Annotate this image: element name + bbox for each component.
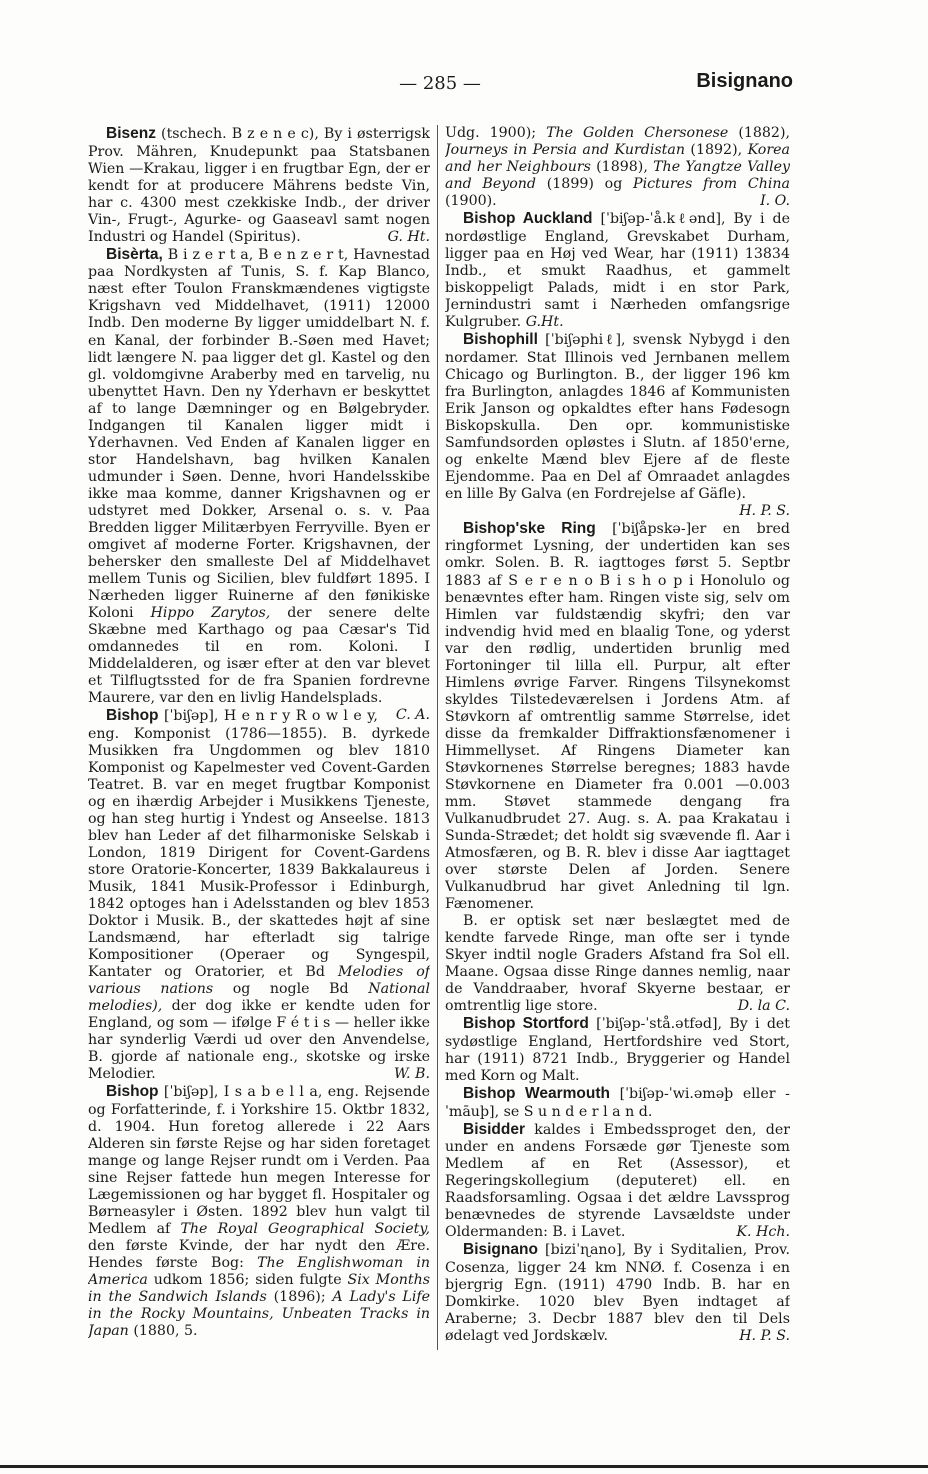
entry-bishop-henry: Bishop [ˈbiʃəp], H e n r y R o w l e y, eng. Komponist (1786—1855). B. dyrkede Musikken fra Ungdommen og blev 1810 Komponist og Kapelmester ved Covent-Garden Teatret. B. var en meget frugtbar Komponist og en ihærdig Arbejder i Musikkens Tjeneste, og han steg hurtig i Yndest og Anseelse. 1813 blev han Leder af det filharmoniske Selskab i London, 1819 Dirigent for Covent-Gardens store Oratorie-Koncerter, 1839 Bakkalaureus i Musik, 1841 Musik-Professor i Edinburgh, 1842 optoges han i Adelsstanden og blev 1853 Doktor i Musik. B., der skattedes højt af sine Landsmænd, har efterladt sig talrige Kompositioner (Operaer og Syngespil, Kantater og Oratorier, et Bd Melodies of various nations og nogle Bd National melodies), der dog ikke er kendte uden for England, og som — ifølge F é t i s — heller ikke har synderlig Værdi ud over den Anvendelse, B. gjorde af nationale eng., skotske og irske Melodier. W. B. bbox=[88, 707, 430, 1083]
author-signature: D. la C. bbox=[737, 998, 790, 1015]
headword: Bishop Stortford bbox=[463, 1015, 589, 1033]
entry-bisenz: Bisenz (tschech. B z e n e c), By i østerrigsk Prov. Mähren, Knudepunkt paa Statsbanen Wien —Krakau, ligger i en frugtbar Egn, der er kendt for at producere Mährens bedste Vin, har c. 4300 mest czekkiske Indb., der driver Vin-, Frugt-, Agurke- og Gaaseavl samt nogen Industri og Handel (Spiritus). G. Ht. bbox=[88, 125, 430, 245]
headword: Bishophill bbox=[463, 330, 538, 348]
page-number: — 285 — bbox=[399, 73, 481, 94]
headword: Bisèrta, bbox=[106, 245, 163, 263]
column-divider bbox=[437, 125, 438, 1350]
page-bottom-edge bbox=[0, 1465, 928, 1468]
headword: Bishop Auckland bbox=[463, 210, 593, 228]
author-signature: G. Ht. bbox=[387, 228, 430, 245]
author-signature: H. P. S. bbox=[739, 502, 790, 519]
headword: Bisidder bbox=[463, 1120, 526, 1138]
author-signature: I. O. bbox=[760, 193, 790, 210]
entry-bishop-isabella-continued: Udg. 1900); The Golden Chersonese (1882), Journeys in Persia and Kurdistan (1892), Korea and her Neighbours (1898), The Yangtze Valley and Beyond (1899) og Pictures from China (1900). I. O. bbox=[445, 125, 790, 210]
author-signature: G.Ht. bbox=[525, 313, 564, 330]
entry-bishophill: Bishophill [ˈbiʃəphiℓ], svensk Nybygd i den nordamer. Stat Illinois ved Jernbanen mellem Chicago og Burlington. B., der ligger 196 km fra Burlington, anlagdes 1846 af Kommunisten Erik Janson og opkaldtes efter hans Fødesogn Biskopskulla. Den opr. kommunistiske Samfundsorden opløstes i Slutn. af 1850'erne, og enkelte Mænd blev Ejere af de fleste Ejendomme. Paa en Del af Omraadet anlagdes en lille By Galva (en Fordrejelse af Gäfle). bbox=[445, 330, 790, 502]
entry-bisignano: Bisignano [biziˈɳano], By i Syditalien, Prov. Cosenza, ligger 24 km NNØ. f. Cosenza i en bjergrig Egn. (1911) 4790 Indb. B. har en Domkirke. 1020 blev Byen indtaget af Araberne; 3. Decbr 1887 blev den til Dels ødelagt ved Jordskælv. H. P. S. bbox=[445, 1241, 790, 1345]
headword: Bisignano bbox=[463, 1241, 538, 1259]
entry-bishop-stortford: Bishop Stortford [ˈbiʃəp-ˈstå.ətfəd], By i det sydøstlige England, Hertfordshire ved Stort, har (1911) 8721 Indb., Bryggerier og Handel med Korn og Malt. bbox=[445, 1015, 790, 1084]
author-signature: K. Hch. bbox=[736, 1224, 790, 1241]
running-head: Bisignano bbox=[696, 70, 793, 92]
entry-bishop-isabella: Bishop [ˈbiʃəp], I s a b e l l a, eng. Rejsende og Forfatterinde, f. i Yorkshire 15. Oktbr 1832, d. 1904. Hun foretog allerede i 22 Aars Alderen sin første Rejse og har siden foretaget mange og lange Rejser rundt om i Verden. Paa sine Rejser fattede hun megen Interesse for Lægemissionen og har bygget fl. Hospitaler og Børneasyler i Østen. 1892 blev hun valgt til Medlem af The Royal Geographical Society, den første Kvinde, der har nydt den Ære. Hendes første Bog: The Englishwoman in America udkom 1856; siden fulgte Six Months in the Sandwich Islands (1896); A Lady's Life in the Rocky Mountains, Unbeaten Tracks in Japan (1880, 5. bbox=[88, 1083, 430, 1340]
entry-biserta: Bisèrta, B i z e r t a, B e n z e r t, Havnestad paa Nordkysten af Tunis, S. f. Kap Blanco, næst efter Toulon Franskmændenes vigtigste Krigshavn ved Middelhavet, (1911) 12000 Indb. Den moderne By ligger umiddelbart N. f. en Kanal, der forbinder B.-Søen med Havet; lidt længere N. paa ligger det gl. Kastel og den gl. voldomgivne Araberby med en tarvelig, nu ubenyttet Havn. Den ny Yderhavn er beskyttet af to lange Dæmninger og en Bølgebryder. Indgangen til Kanalen ligger midt i Yderhavnen. Ved Enden af Kanalen ligger en stor Handelshavn, bag hvilken Kanalen udmunder i Søen. Denne, hvori Handelsskibe ikke maa komme, danner Krigshavnen og er udstyret med Dokker, Arsenal o. s. v. Paa Bredden ligger Militærbyen Ferryville. Byen er omgivet af moderne Forter. Krigshavnen, der behersker den smalleste Del af Middelhavet mellem Tunis og Sicilien, blev fuldført 1895. I Nærheden ligger Ruinerne af den fønikiske Koloni Hippo Zarytos, der senere delte Skæbne med Karthago og paa Cæsar's Tid omdannedes til en rom. Koloni. I Middelalderen, og især efter at den var blevet et Tilflugtssted for de fra Spanien fordrevne Maurere, var den en livlig Handelsplads. C. A. bbox=[88, 245, 430, 724]
headword: Bishop Wearmouth bbox=[463, 1085, 610, 1102]
left-column bbox=[88, 125, 430, 1360]
author-signature: C. A. bbox=[395, 707, 430, 724]
entry-bishops-ring: Bishop'ske Ring [ˈbiʃåpskə-]er en bred ringformet Lysning, der undertiden kan ses omkr. Solen. B. R. iagttoges først 5. Septbr 1883 af S e r e n o B i s h o p i Honolulo og benævntes efter ham. Ringen viste sig, selv om Himlen var fuldstændig skyfri; den var indvendig hvid med en blaalig Tone, og yderst var den rødlig, undertiden brunlig med Fortoninger til lilla ell. Purpur, alt efter Himlens øvrige Farver. Ringens Tilsynekomst skyldes Tilstedeværelsen i Jordens Atm. af Støvkorn af omtrentlig samme Størrelse, idet disse da fremkalder Diffraktionsfænomener i Himmellyset. Af Ringens Diameter kan Støvkornenes Størrelse beregnes; 1883 havde Støvkornene en Diameter fra 0.001 —0.003 mm. Støvet stammede dengang fra Vulkanudbrudet 27. Aug. s. A. paa Krakatau i Sunda-Strædet; det holdt sig svævende fl. Aar i Atmosfæren, og B. R. blev i disse Aar iagttaget over største Delen af Jorden. Senere Vulkanudbrud har givet Anledning til lgn. Fænomener. bbox=[445, 519, 790, 913]
entry-bishop-wearmouth: Bishop Wearmouth [ˈbiʃəp-ˈwi.əməþ eller -ˈmāuþ], se S u n d e r l a n d. bbox=[445, 1085, 790, 1120]
headword: Bisenz bbox=[106, 125, 156, 142]
entry-bishophill-signature-row bbox=[445, 503, 790, 520]
headword: Bishop bbox=[106, 707, 159, 725]
entry-bishop-auckland: Bishop Auckland [ˈbiʃəp-ˈå.kℓənd], By i de nordøstlige England, Grevskabet Durham, ligger paa en Høj ved Wear, har (1911) 13834 Indb., et smukt Raadhus, et gammelt biskoppeligt Palads, midt i en stor Park, Jernindustri samt i Nærheden omfangsrige Kulgruber. G.Ht. bbox=[445, 210, 790, 330]
entry-bisidder: Bisidder kaldes i Embedssproget den, der under en andens Forsæde gør Tjeneste som Medlem af en Ret (Assessor), et Regeringskollegium (deputeret) ell. en Raadsforsamling. Ogsaa i det ældre Lavssprog benævnedes de styrende Lavsældste under Oldermanden: B. i Lavet. K. Hch. bbox=[445, 1120, 790, 1241]
author-signature: H. P. S. bbox=[739, 1328, 790, 1345]
author-signature: W. B. bbox=[393, 1066, 430, 1083]
right-column bbox=[445, 125, 790, 1360]
headword: Bishop'ske Ring bbox=[463, 519, 596, 537]
headword: Bishop bbox=[106, 1083, 159, 1101]
entry-bishops-ring-paragraph-2: B. er optisk set nær beslægtet med de kendte farvede Ringe, man ofte ser i tynde Skyer indtil nogle Graders Afstand fra Sol ell. Maane. Ogsaa disse Ringe dannes nemlig, naar de Vanddraaber, hvoraf Skyerne bestaar, er omtrentlig lige store. D. la C. bbox=[445, 913, 790, 1015]
